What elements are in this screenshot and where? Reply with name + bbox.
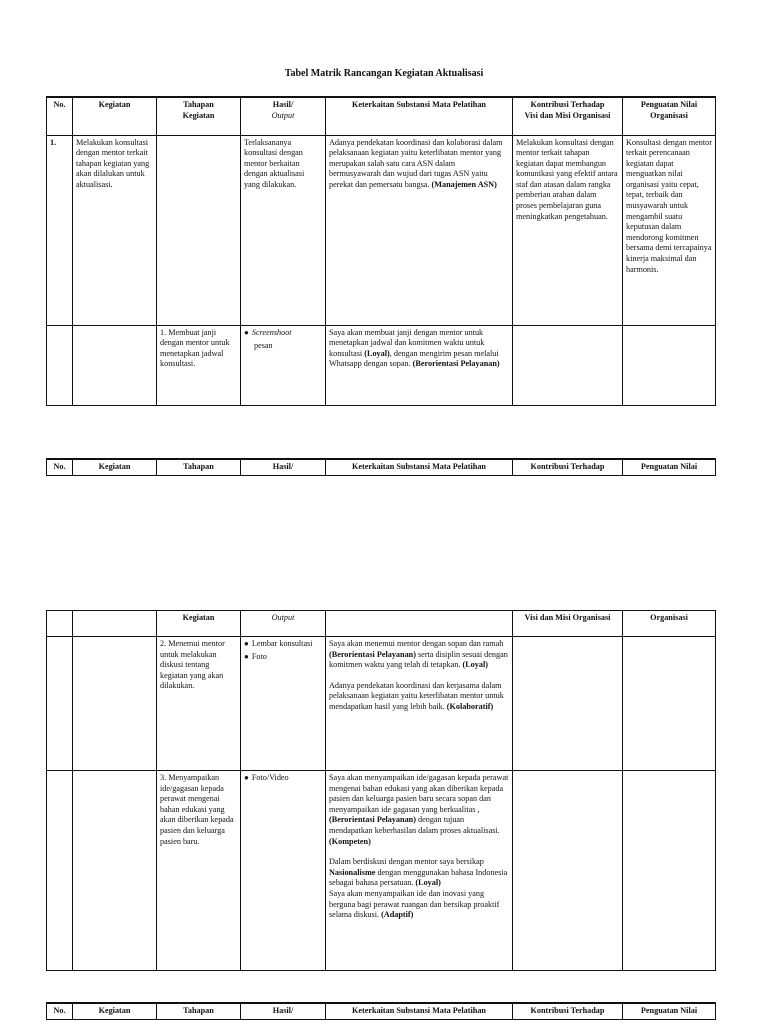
keterkaitan-cell: Saya akan menyampaikan ide/gagasan kepada perawat mengenai bahan edukasi yang akan diberikan kepada pasien dan keluarga pasien baru secara sopan dan menyampaikan ide gagasan yang berkualitas , (Berorientasi Pelayanan) dengan tujuan mendapatkan keberhasilan dalam proses aktualisasi. (Kompeten) Dalam berdiskusi dengan mentor saya bersikap Nasionalisme dengan menggunakan bahasa Indonesia sebagai bahasa persatuan. (Loyal) Saya akan menyampaikan ide dan inovasi yang berguna bagi perawat ruangan dan bersikap proaktif selama diskusi. (Adaptif)	[326, 771, 513, 971]
activity-matrix-table-2	[46, 458, 716, 476]
header-hasil: Hasil/ Output	[241, 97, 326, 135]
row-number: 1.	[47, 135, 73, 325]
keterkaitan-cell: Saya akan menemui mentor dengan sopan dan ramah (Berorientasi Pelayanan) serta disiplin sesuai dengan komitmen waktu yang telah di tetapkan. (Loyal) Adanya pendekatan koordinasi dan kerjasama dalam pelaksanaan kegiatan yaitu keterlibatan mentor untuk mendapatkan hasil yang lebih baik. (Kolaboratif)	[326, 637, 513, 771]
header-keterkaitan: Keterkaitan Substansi Mata Pelatihan	[326, 459, 513, 475]
header-output: Output	[241, 611, 326, 637]
header-kontribusi: Kontribusi Terhadap Visi dan Misi Organisasi	[513, 97, 623, 135]
tahapan-cell	[157, 135, 241, 325]
header-kegiatan: Kegiatan	[73, 97, 157, 135]
bullet-icon: ●	[244, 327, 249, 337]
header-kegiatan: Kegiatan	[73, 459, 157, 475]
hasil-cell: Terlaksananya konsultasi dengan mentor berkaitan dengan aktualisasi yang dilakukan.	[241, 135, 326, 325]
document-title: Tabel Matrik Rancangan Kegiatan Aktualisasi	[284, 68, 484, 79]
header-kontribusi: Kontribusi Terhadap	[513, 459, 623, 475]
header-penguatan: Penguatan Nilai	[623, 459, 716, 475]
hasil-cell: ● Foto/Video	[241, 771, 326, 971]
hasil-cell: ● Screenshoot pesan	[241, 325, 326, 405]
header-hasil: Hasil/	[241, 1003, 326, 1019]
header-keterkaitan: Keterkaitan Substansi Mata Pelatihan	[326, 97, 513, 135]
hasil-cell: ● Lembar konsultasi ● Foto	[241, 637, 326, 771]
header-tahapan: Tahapan	[157, 1003, 241, 1019]
header-no: No.	[47, 1003, 73, 1019]
tahapan-cell: 2. Menemui mentor untuk melakukan diskusi tentang kegiatan yang akan dilakukan.	[157, 637, 241, 771]
penguatan-cell: Konsultasi dengan mentor terkait perencanaan kegiatan dapat menguatkan nilai organisasi yaitu cepat, tepat, terbaik dan musyawarah untuk mengambil suatu keputusan dalam mendorong komitmen bersama demi tercapainya kinerja maksimal dan harmonis.	[623, 135, 716, 325]
header-no: No.	[47, 459, 73, 475]
header-keterkaitan: Keterkaitan Substansi Mata Pelatihan	[326, 1003, 513, 1019]
bullet-icon: ●	[244, 639, 249, 648]
kegiatan-cell: Melakukan konsultasi dengan mentor terkait tahapan kegiatan yang akan dilalukan untuk aktualisasi.	[73, 135, 157, 325]
header-penguatan: Penguatan Nilai	[623, 1003, 716, 1019]
tahapan-cell: 1. Membuat janji dengan mentor untuk menetapkan jadwal konsultasi.	[157, 325, 241, 405]
table-row	[47, 135, 716, 325]
header-organisasi: Organisasi	[623, 611, 716, 637]
table-row	[47, 325, 716, 405]
header-penguatan: Penguatan Nilai Organisasi	[623, 97, 716, 135]
header-kegiatan: Kegiatan	[73, 1003, 157, 1019]
activity-matrix-table-4	[46, 1002, 716, 1020]
keterkaitan-cell: Adanya pendekatan koordinasi dan kolaborasi dalam pelaksanaan kegiatan yaitu keterlibatan mentor yang merupakan salah satu cara ASN dalam bermusyawarah dan wujud dari tugas ASN yaitu perekat dan pemersatu bangsa. (Manajemen ASN)	[326, 135, 513, 325]
keterkaitan-cell: Saya akan membuat janji dengan mentor untuk menetapkan jadwal dan komitmen waktu untuk konsultasi (Loyal), dengan mengirim pesan melalui Whatsapp dengan sopan. (Berorientasi Pelayanan)	[326, 325, 513, 405]
table-row	[47, 637, 716, 771]
bullet-icon: ●	[244, 651, 249, 661]
header-visi: Visi dan Misi Organisasi	[513, 611, 623, 637]
activity-matrix-table-3	[46, 610, 716, 971]
activity-matrix-table-1	[46, 96, 716, 406]
header-tahapan: Tahapan Kegiatan	[157, 97, 241, 135]
header-hasil: Hasil/	[241, 459, 326, 475]
table-row	[47, 771, 716, 971]
header-no: No.	[47, 97, 73, 135]
bullet-icon: ●	[244, 773, 249, 782]
header-tahapan: Tahapan	[157, 459, 241, 475]
header-kontribusi: Kontribusi Terhadap	[513, 1003, 623, 1019]
kontribusi-cell: Melakukan konsultasi dengan mentor terkait tahapan kegiatan dapat membangun komunikasi yang efektif antara staf dan atasan dalam rangka pemberian arahan dalam proses pembelajaran guna meningkatkan pengetahuan.	[513, 135, 623, 325]
header-kegiatan: Kegiatan	[157, 611, 241, 637]
tahapan-cell: 3. Menyampaikan ide/gagasan kepada perawat mengenai bahan edukasi yang akan diberikan kepada pasien dan keluarga pasien baru.	[157, 771, 241, 971]
